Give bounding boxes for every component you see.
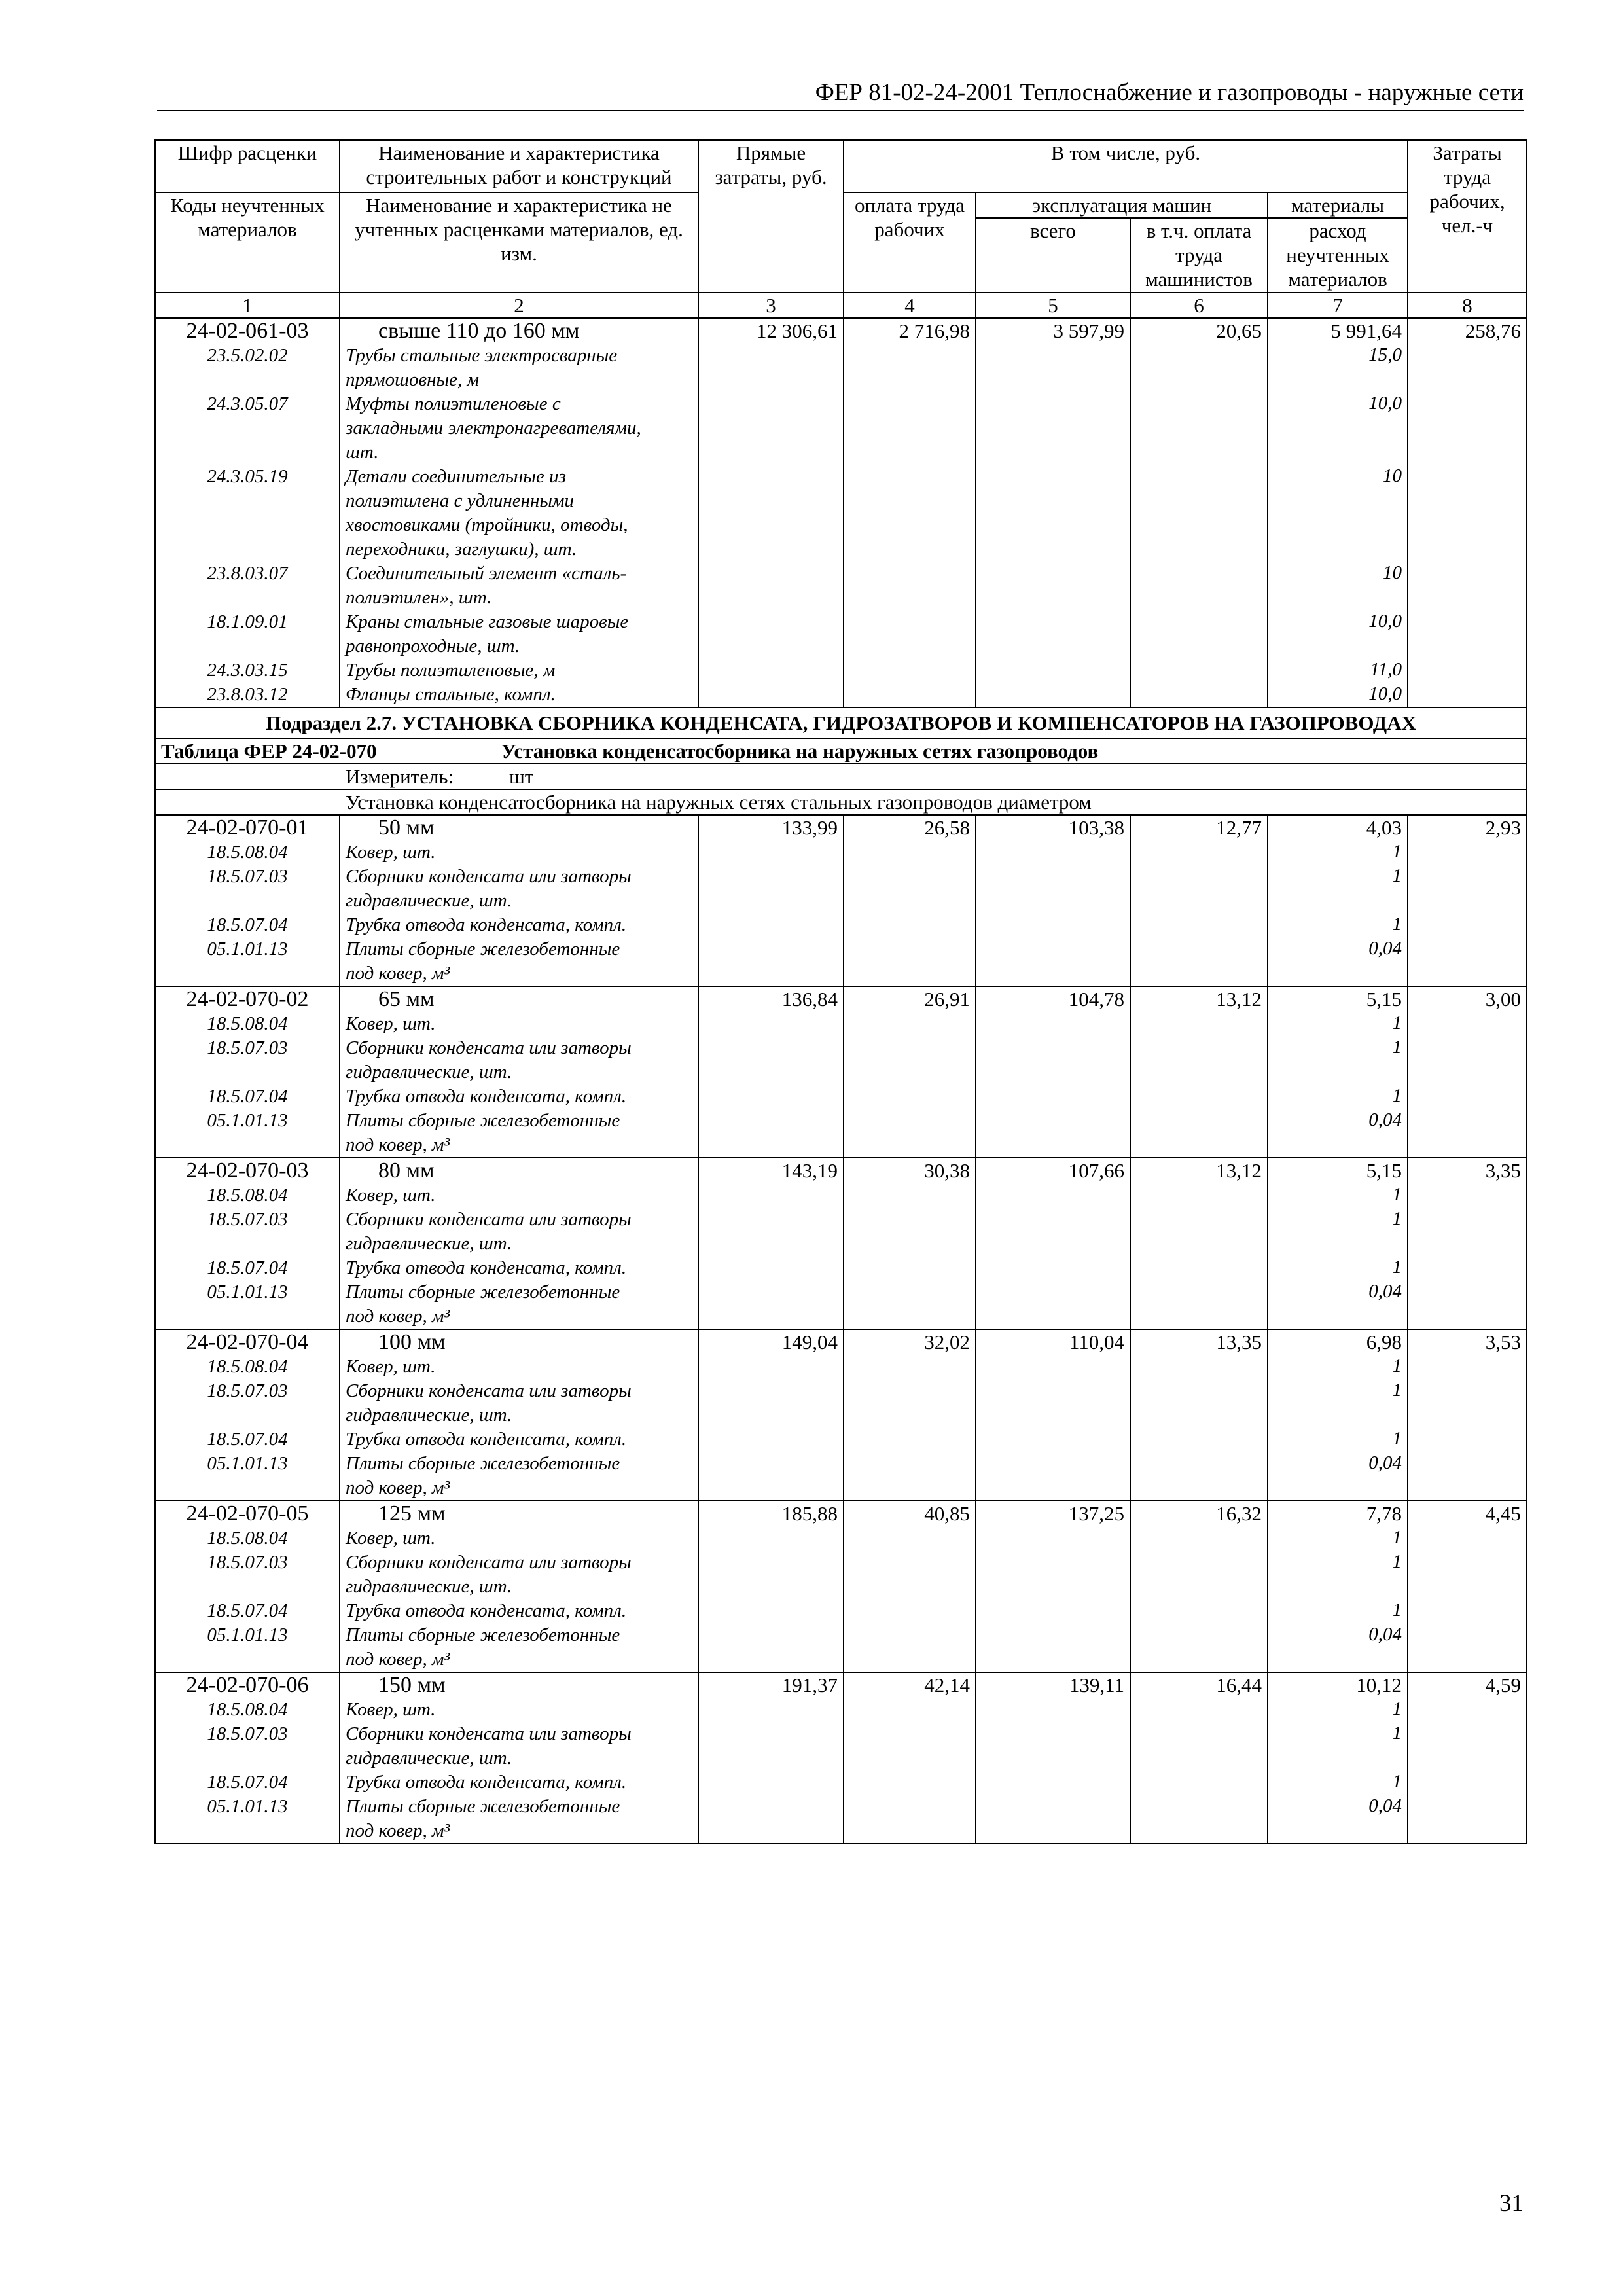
material-code: 18.5.07.03	[207, 1037, 288, 1058]
material-code: 18.5.07.03	[207, 866, 288, 887]
material-code: 18.5.08.04	[207, 1013, 288, 1034]
column-numbers-row	[155, 293, 1527, 318]
material-name-line: Сборники конденсата или затворы	[346, 1380, 632, 1401]
material-qty: 10	[1383, 465, 1402, 486]
material-qty: 0,04	[1368, 1281, 1402, 1302]
labor-pay-value: 40,85	[844, 1501, 976, 1672]
table-id: Таблица ФЕР 24-02-070	[161, 740, 377, 762]
direct-costs-value: 133,99	[698, 815, 844, 986]
materials-cell	[1268, 318, 1408, 708]
table-title-row	[155, 738, 1527, 764]
material-code: 05.1.01.13	[207, 1624, 288, 1645]
direct-costs-value: 191,37	[698, 1672, 844, 1844]
material-code: 18.5.07.03	[207, 1380, 288, 1401]
rate-code: 24-02-070-02	[186, 987, 309, 1011]
materials-value: 10,12	[1356, 1674, 1402, 1696]
material-name-line: Сборники конденсата или затворы	[346, 866, 632, 887]
material-qty: 1	[1392, 1698, 1402, 1719]
rate-code-cell	[155, 1329, 340, 1501]
materials-cell	[1268, 986, 1408, 1158]
rate-name-cell	[340, 1501, 698, 1672]
measurer-cell	[155, 764, 1527, 789]
rate-row	[155, 1501, 1527, 1672]
material-name-line: прямошовные, м	[346, 369, 479, 390]
material-code: 24.3.05.19	[207, 466, 288, 487]
material-name-line: Детали соединительные из	[346, 466, 566, 487]
material-name-line: Трубка отвода конденсата, компл.	[346, 1429, 627, 1450]
spacer	[161, 1403, 334, 1427]
rate-code: 24-02-070-06	[186, 1673, 309, 1697]
material-qty: 10,0	[1368, 611, 1402, 632]
material-code: 18.5.07.04	[207, 1429, 288, 1450]
material-qty: 1	[1392, 865, 1402, 886]
rate-name: 65 мм	[378, 987, 435, 1011]
page-header	[157, 76, 1524, 111]
material-qty: 10	[1383, 562, 1402, 583]
materials-value: 5,15	[1366, 988, 1402, 1011]
rate-name-cell	[340, 1672, 698, 1844]
materials-cell	[1268, 1672, 1408, 1844]
spacer	[161, 1746, 334, 1770]
material-name-line: Ковер, шт.	[346, 1528, 436, 1549]
header-machines-total: всего	[976, 218, 1130, 293]
materials-value: 6,98	[1366, 1331, 1402, 1354]
material-name-line: Трубка отвода конденсата, компл.	[346, 914, 627, 935]
material-name-line: Ковер, шт.	[346, 1013, 436, 1034]
column-number: 8	[1408, 293, 1527, 318]
spacer	[161, 961, 334, 986]
material-qty: 1	[1392, 1184, 1402, 1205]
rates-table	[154, 139, 1527, 1844]
rate-name: 80 мм	[378, 1158, 435, 1183]
material-name-line: Трубка отвода конденсата, компл.	[346, 1086, 627, 1107]
materials-cell	[1268, 1329, 1408, 1501]
spacer	[1274, 1060, 1402, 1084]
measurer-label: Измеритель:	[346, 765, 454, 788]
material-qty: 0,04	[1368, 1624, 1402, 1645]
document-title: ФЕР 81-02-24-2001 Теплоснабжение и газопроводы - наружные сети	[815, 79, 1524, 106]
spacer	[1274, 961, 1402, 985]
rate-code: 24-02-070-05	[186, 1501, 309, 1526]
material-code: 18.5.07.03	[207, 1552, 288, 1573]
section-row	[155, 708, 1527, 738]
material-name-line: Ковер, шт.	[346, 1699, 436, 1720]
machines-total-value: 103,38	[976, 815, 1130, 986]
spacer	[161, 489, 334, 513]
material-code: 18.5.08.04	[207, 1356, 288, 1377]
material-code: 05.1.01.13	[207, 1453, 288, 1474]
rate-row	[155, 1672, 1527, 1844]
spacer	[1274, 1746, 1402, 1770]
material-name-line: Плиты сборные железобетонные	[346, 1453, 620, 1474]
material-qty: 0,04	[1368, 938, 1402, 959]
material-code: 24.3.03.15	[207, 660, 288, 681]
spacer	[1274, 1304, 1402, 1328]
spacer	[161, 634, 334, 658]
page-number: 31	[1499, 2190, 1524, 2217]
column-number: 5	[976, 293, 1130, 318]
material-name-line: под ковер, м³	[346, 1306, 450, 1327]
material-code: 05.1.01.13	[207, 1282, 288, 1302]
rate-name-cell	[340, 986, 698, 1158]
spacer	[1274, 488, 1402, 512]
material-code: 23.8.03.07	[207, 563, 288, 584]
material-qty: 0,04	[1368, 1109, 1402, 1130]
machines-total-value: 139,11	[976, 1672, 1130, 1844]
material-code: 18.5.08.04	[207, 1699, 288, 1720]
section-title: Подраздел 2.7. УСТАНОВКА СБОРНИКА КОНДЕНСАТА, ГИДРОЗАТВОРОВ И КОМПЕНСАТОРОВ НА ГАЗОПРОВОДАХ	[155, 708, 1527, 738]
header-code-bottom: Коды неучтенных материалов	[155, 192, 340, 293]
direct-costs-value: 143,19	[698, 1158, 844, 1329]
material-name-line: шт.	[346, 442, 379, 463]
rate-row	[155, 1329, 1527, 1501]
rate-row	[155, 815, 1527, 986]
spacer	[1274, 888, 1402, 912]
material-qty: 11,0	[1370, 659, 1402, 680]
material-name-line: закладными электронагревателями,	[346, 418, 641, 439]
material-code: 18.5.07.03	[207, 1723, 288, 1744]
spacer	[161, 416, 334, 440]
labor-pay-value: 26,58	[844, 815, 976, 986]
machines-pay-value: 13,12	[1130, 1158, 1268, 1329]
material-qty: 1	[1392, 1355, 1402, 1376]
material-name-line: Трубка отвода конденсата, компл.	[346, 1772, 627, 1793]
material-name-line: Плиты сборные железобетонные	[346, 1624, 620, 1645]
spacer	[1274, 537, 1402, 561]
direct-costs-value: 185,88	[698, 1501, 844, 1672]
header-machines: эксплуатация машин	[976, 192, 1268, 218]
materials-value: 5 991,64	[1330, 319, 1402, 342]
spacer	[1274, 1475, 1402, 1499]
header-direct-costs: Прямые затраты, руб.	[698, 140, 844, 293]
material-name-line: Плиты сборные железобетонные	[346, 1282, 620, 1302]
header-code-top: Шифр расценки	[155, 140, 340, 192]
spacer	[161, 537, 334, 562]
spacer	[161, 1133, 334, 1157]
material-name-line: гидравлические, шт.	[346, 1405, 512, 1426]
spacer	[1274, 512, 1402, 537]
header-machines-pay: в т.ч. оплата труда машинистов	[1130, 218, 1268, 293]
spacer	[1274, 440, 1402, 464]
spacer	[161, 513, 334, 537]
material-name-line: Сборники конденсата или затворы	[346, 1552, 632, 1573]
rate-name: свыше 110 до 160 мм	[378, 319, 580, 343]
column-number: 3	[698, 293, 844, 318]
material-code: 23.5.02.02	[207, 345, 288, 366]
header-materials: материалы	[1268, 192, 1408, 218]
material-code: 18.5.07.04	[207, 914, 288, 935]
rate-code: 24-02-061-03	[186, 319, 309, 343]
material-qty: 0,04	[1368, 1795, 1402, 1816]
material-name-line: под ковер, м³	[346, 1134, 450, 1155]
material-name-line: Трубка отвода конденсата, компл.	[346, 1600, 627, 1621]
material-name-line: хвостовиками (тройники, отводы,	[346, 514, 628, 535]
machines-pay-value: 16,32	[1130, 1501, 1268, 1672]
material-name-line: Плиты сборные железобетонные	[346, 939, 620, 960]
material-name-line: Ковер, шт.	[346, 1185, 436, 1206]
rate-code-cell	[155, 318, 340, 708]
rate-name-cell	[340, 318, 698, 708]
rate-code-cell	[155, 1501, 340, 1672]
subheading: Установка конденсатосборника на наружных сетях стальных газопроводов диаметром	[155, 789, 1527, 815]
spacer	[1274, 367, 1402, 391]
labor-pay-value: 26,91	[844, 986, 976, 1158]
measurer-row	[155, 764, 1527, 789]
header-labor-cost: Затраты труда рабочих, чел.-ч	[1408, 140, 1527, 293]
rate-code: 24-02-070-03	[186, 1158, 309, 1183]
labor-cost-value: 2,93	[1408, 815, 1527, 986]
rate-row	[155, 318, 1527, 708]
rate-name: 125 мм	[378, 1501, 446, 1526]
rate-row	[155, 986, 1527, 1158]
rate-name: 100 мм	[378, 1330, 446, 1354]
header-name-bottom: Наименование и характеристика не учтенных расценками материалов, ед. изм.	[340, 192, 698, 293]
materials-cell	[1268, 815, 1408, 986]
material-name-line: Муфты полиэтиленовые с	[346, 393, 561, 414]
material-name-line: полиэтилена с удлиненными	[346, 490, 575, 511]
rate-code-cell	[155, 986, 340, 1158]
rate-name: 150 мм	[378, 1673, 446, 1697]
spacer	[161, 1575, 334, 1599]
material-qty: 1	[1392, 1085, 1402, 1106]
labor-cost-value: 3,35	[1408, 1158, 1527, 1329]
material-qty: 1	[1392, 1428, 1402, 1449]
spacer	[1274, 585, 1402, 609]
material-name-line: гидравлические, шт.	[346, 890, 512, 911]
machines-pay-value: 13,12	[1130, 986, 1268, 1158]
rate-code-cell	[155, 1158, 340, 1329]
material-qty: 1	[1392, 1257, 1402, 1278]
material-code: 18.1.09.01	[207, 611, 288, 632]
material-name-line: под ковер, м³	[346, 1477, 450, 1498]
material-name-line: Ковер, шт.	[346, 842, 436, 863]
material-code: 18.5.07.04	[207, 1600, 288, 1621]
material-name-line: Плиты сборные железобетонные	[346, 1796, 620, 1817]
machines-pay-value: 12,77	[1130, 815, 1268, 986]
spacer	[161, 1647, 334, 1672]
material-name-line: Трубы полиэтиленовые, м	[346, 660, 556, 681]
labor-cost-value: 4,59	[1408, 1672, 1527, 1844]
labor-cost-value: 258,76	[1408, 318, 1527, 708]
direct-costs-value: 12 306,61	[698, 318, 844, 708]
material-name-line: под ковер, м³	[346, 963, 450, 984]
material-name-line: Ковер, шт.	[346, 1356, 436, 1377]
labor-pay-value: 30,38	[844, 1158, 976, 1329]
direct-costs-value: 136,84	[698, 986, 844, 1158]
column-number: 6	[1130, 293, 1268, 318]
spacer	[161, 1819, 334, 1843]
spacer	[161, 1232, 334, 1256]
material-name-line: гидравлические, шт.	[346, 1576, 512, 1597]
rate-code-cell	[155, 1672, 340, 1844]
material-qty: 1	[1392, 1013, 1402, 1033]
material-code: 18.5.07.03	[207, 1209, 288, 1230]
labor-cost-value: 3,00	[1408, 986, 1527, 1158]
material-code: 18.5.08.04	[207, 1185, 288, 1206]
labor-pay-value: 32,02	[844, 1329, 976, 1501]
material-code: 23.8.03.12	[207, 684, 288, 705]
material-name-line: Фланцы стальные, компл.	[346, 684, 556, 705]
material-qty: 10,0	[1368, 683, 1402, 704]
material-code: 18.5.08.04	[207, 1528, 288, 1549]
labor-pay-value: 2 716,98	[844, 318, 976, 708]
labor-pay-value: 42,14	[844, 1672, 976, 1844]
labor-cost-value: 3,53	[1408, 1329, 1527, 1501]
direct-costs-value: 149,04	[698, 1329, 844, 1501]
spacer	[1274, 1818, 1402, 1842]
machines-total-value: 107,66	[976, 1158, 1130, 1329]
spacer	[161, 440, 334, 465]
table-title-cell	[155, 738, 1527, 764]
material-qty: 1	[1392, 1208, 1402, 1229]
rate-code-cell	[155, 815, 340, 986]
rate-code: 24-02-070-04	[186, 1330, 309, 1354]
material-qty: 0,04	[1368, 1452, 1402, 1473]
spacer	[161, 889, 334, 913]
machines-pay-value: 13,35	[1130, 1329, 1268, 1501]
column-number: 2	[340, 293, 698, 318]
material-name-line: Трубы стальные электросварные	[346, 345, 618, 366]
rate-name-cell	[340, 1329, 698, 1501]
material-qty: 1	[1392, 1551, 1402, 1572]
header-labor-pay: оплата труда рабочих	[844, 192, 976, 293]
spacer	[161, 1060, 334, 1085]
material-qty: 1	[1392, 1380, 1402, 1401]
material-name-line: Сборники конденсата или затворы	[346, 1037, 632, 1058]
machines-total-value: 104,78	[976, 986, 1130, 1158]
labor-cost-value: 4,45	[1408, 1501, 1527, 1672]
header-including: В том числе, руб.	[844, 140, 1408, 192]
rate-name: 50 мм	[378, 816, 435, 840]
machines-pay-value: 16,44	[1130, 1672, 1268, 1844]
material-name-line: Сборники конденсата или затворы	[346, 1209, 632, 1230]
spacer	[1274, 1574, 1402, 1598]
material-name-line: гидравлические, шт.	[346, 1062, 512, 1083]
measurer-value: шт	[509, 765, 534, 788]
material-qty: 1	[1392, 841, 1402, 862]
material-code: 05.1.01.13	[207, 939, 288, 960]
machines-total-value: 3 597,99	[976, 318, 1130, 708]
materials-value: 7,78	[1366, 1502, 1402, 1525]
material-name-line: под ковер, м³	[346, 1649, 450, 1670]
material-name-line: гидравлические, шт.	[346, 1748, 512, 1768]
material-code: 18.5.07.04	[207, 1257, 288, 1278]
material-code: 24.3.05.07	[207, 393, 288, 414]
material-qty: 15,0	[1368, 344, 1402, 365]
rate-code: 24-02-070-01	[186, 816, 309, 840]
material-qty: 1	[1392, 914, 1402, 935]
material-name-line: Краны стальные газовые шаровые	[346, 611, 629, 632]
material-code: 18.5.08.04	[207, 842, 288, 863]
table-title: Установка конденсатосборника на наружных сетях газопроводов	[501, 740, 1099, 762]
material-name-line: переходники, заглушки), шт.	[346, 539, 577, 560]
material-code: 05.1.01.13	[207, 1796, 288, 1817]
rate-name-cell	[340, 1158, 698, 1329]
spacer	[161, 586, 334, 610]
material-code: 18.5.07.04	[207, 1086, 288, 1107]
material-qty: 1	[1392, 1771, 1402, 1792]
material-qty: 1	[1392, 1037, 1402, 1058]
subheading-row	[155, 789, 1527, 815]
spacer	[161, 1476, 334, 1500]
column-number: 7	[1268, 293, 1408, 318]
rate-row	[155, 1158, 1527, 1329]
material-code: 05.1.01.13	[207, 1110, 288, 1131]
machines-total-value: 110,04	[976, 1329, 1130, 1501]
spacer	[1274, 1231, 1402, 1255]
header-materials-sub: расход неучтенных материалов	[1268, 218, 1408, 293]
materials-value: 5,15	[1366, 1159, 1402, 1182]
materials-value: 4,03	[1366, 816, 1402, 839]
material-name-line: полиэтилен», шт.	[346, 587, 492, 608]
materials-cell	[1268, 1158, 1408, 1329]
column-number: 4	[844, 293, 976, 318]
material-code: 18.5.07.04	[207, 1772, 288, 1793]
header-name-top: Наименование и характеристика строительных работ и конструкций	[340, 140, 698, 192]
material-qty: 1	[1392, 1600, 1402, 1621]
material-name-line: гидравлические, шт.	[346, 1233, 512, 1254]
spacer	[1274, 1647, 1402, 1671]
material-qty: 1	[1392, 1527, 1402, 1548]
rate-name-cell	[340, 815, 698, 986]
spacer	[1274, 416, 1402, 440]
spacer	[161, 1304, 334, 1329]
table-body	[155, 140, 1527, 1844]
spacer	[1274, 634, 1402, 658]
spacer	[161, 368, 334, 392]
machines-pay-value: 20,65	[1130, 318, 1268, 708]
materials-cell	[1268, 1501, 1408, 1672]
material-name-line: Соединительный элемент «сталь-	[346, 563, 627, 584]
spacer	[1274, 1403, 1402, 1427]
material-name-line: Сборники конденсата или затворы	[346, 1723, 632, 1744]
column-number: 1	[155, 293, 340, 318]
spacer	[1274, 1132, 1402, 1157]
material-qty: 1	[1392, 1723, 1402, 1744]
machines-total-value: 137,25	[976, 1501, 1130, 1672]
material-name-line: под ковер, м³	[346, 1820, 450, 1841]
material-qty: 10,0	[1368, 393, 1402, 414]
material-name-line: равнопроходные, шт.	[346, 636, 520, 656]
material-name-line: Плиты сборные железобетонные	[346, 1110, 620, 1131]
material-name-line: Трубка отвода конденсата, компл.	[346, 1257, 627, 1278]
